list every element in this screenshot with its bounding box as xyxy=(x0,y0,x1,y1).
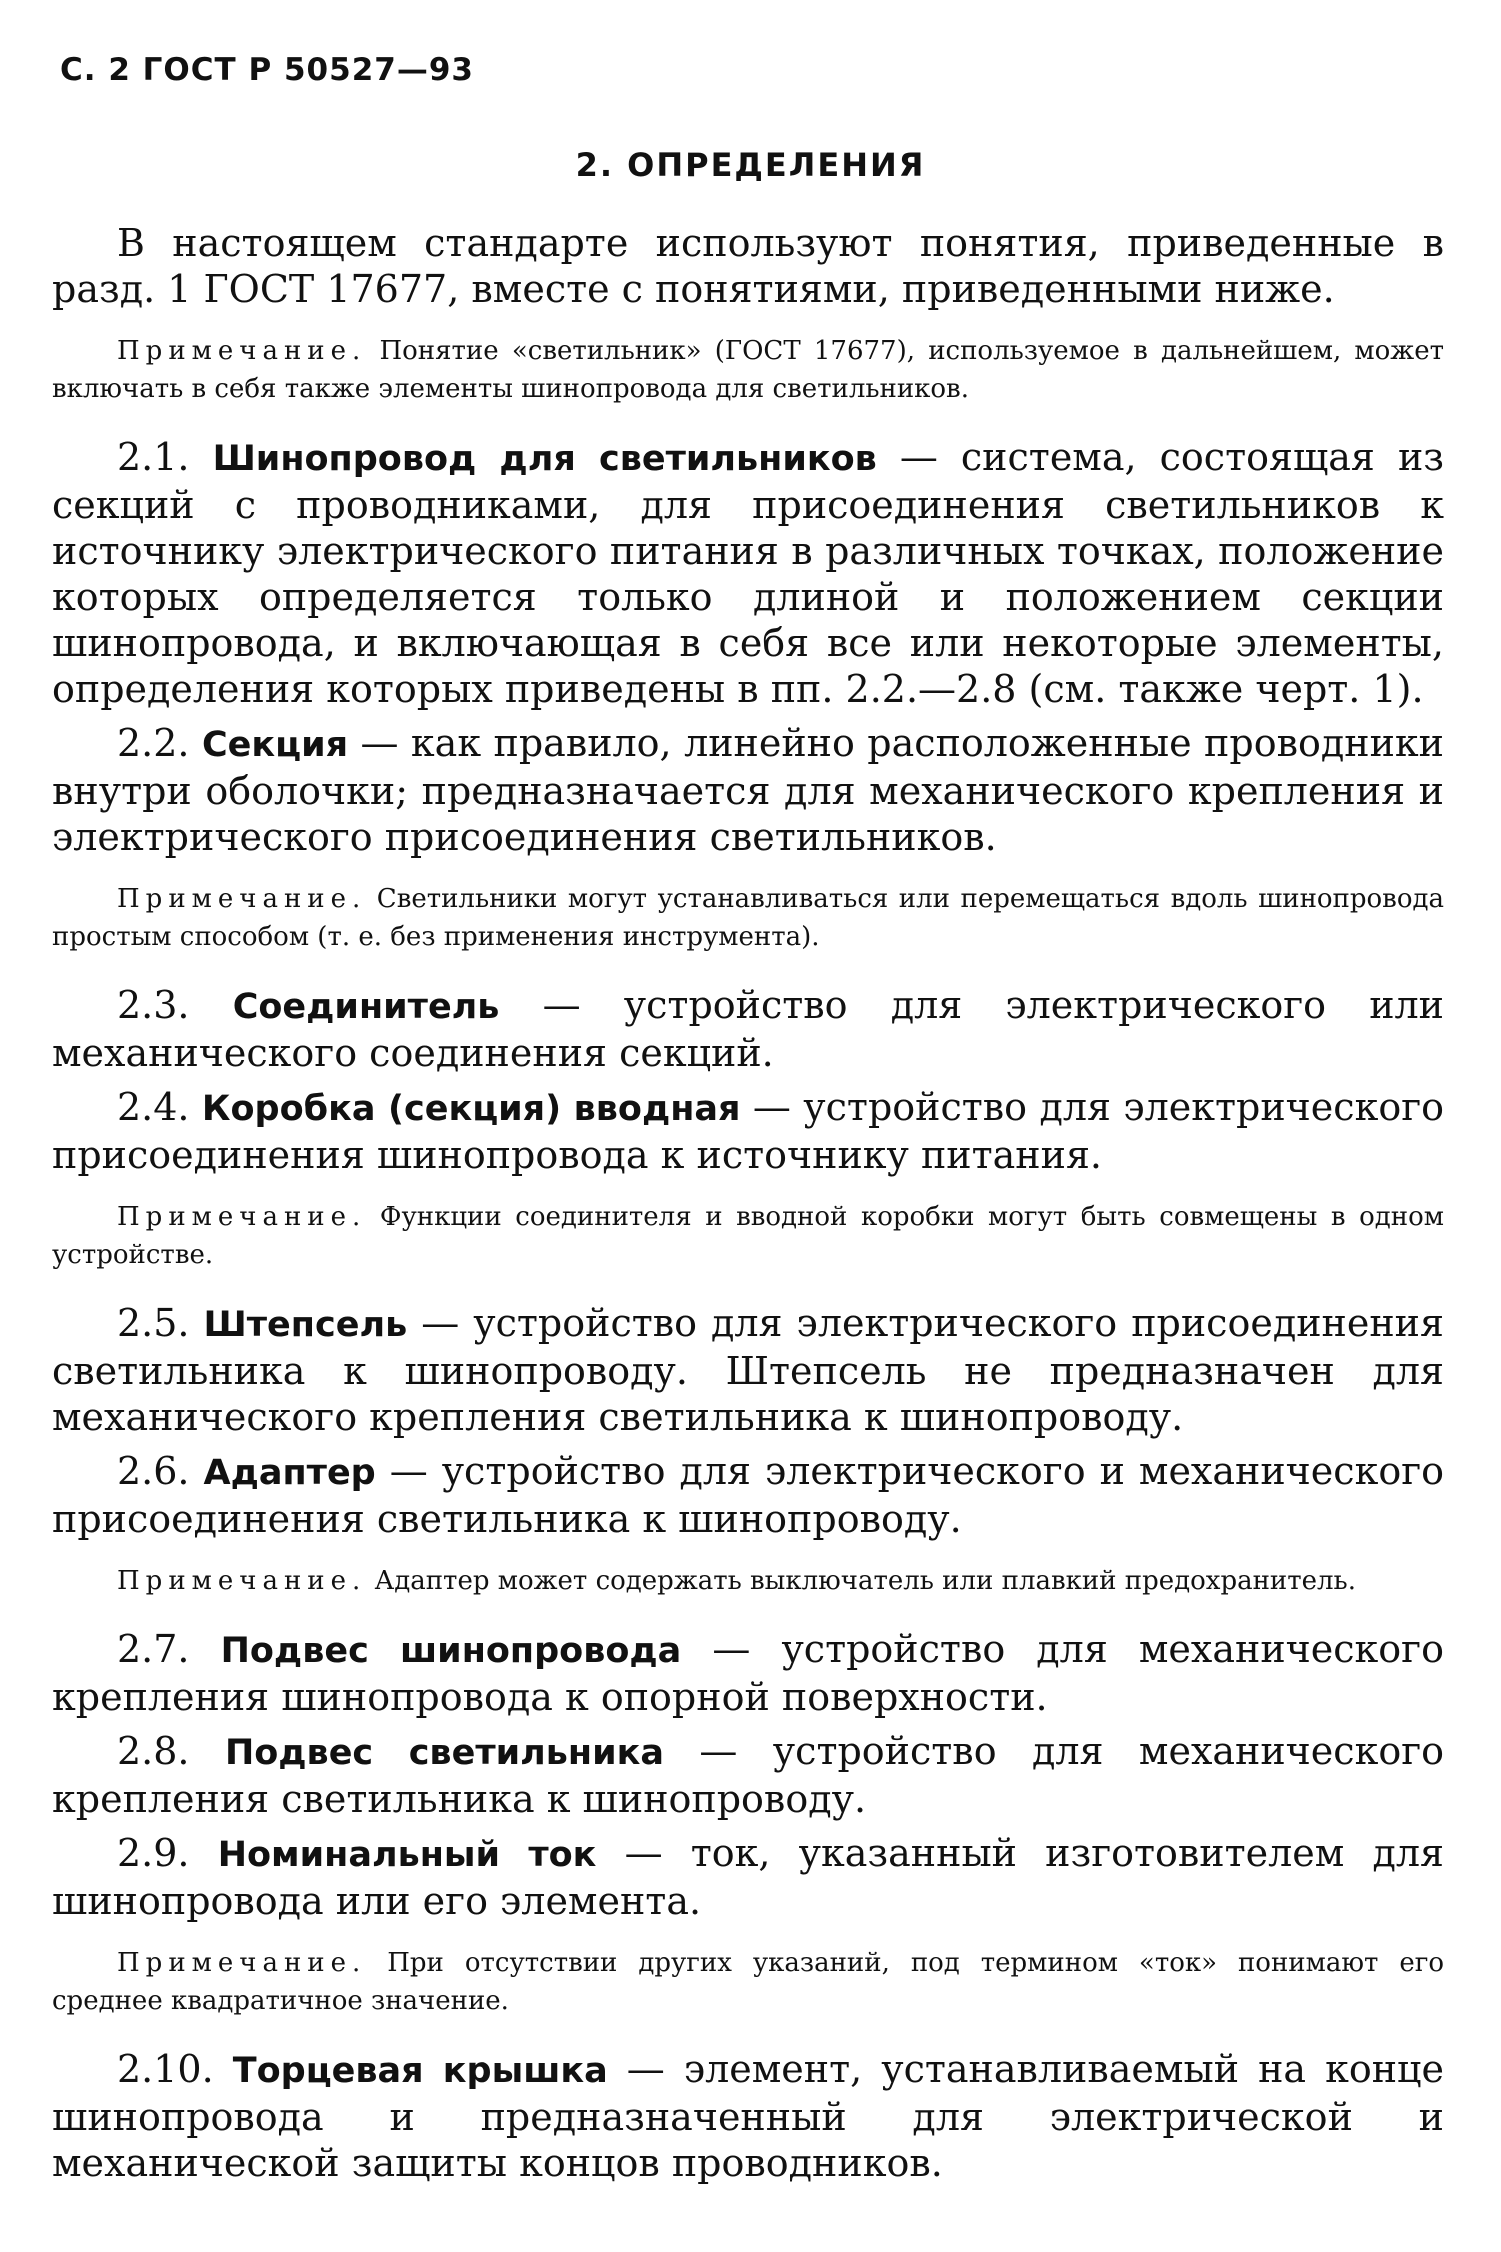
note-text: При отсутствии других указаний, под термином «ток» понимают его среднее квадратичное значение. xyxy=(52,1948,1444,2016)
note-label: Примечание. xyxy=(117,1948,367,1978)
definition-number: 2.6. xyxy=(117,1449,190,1493)
definition-text: — устройство для электрического присоединения шинопровода к источнику питания. xyxy=(52,1085,1444,1177)
note-6 xyxy=(52,1562,1444,1600)
definition-text: — как правило, линейно расположенные проводники внутри оболочки; предназначается для механического крепления и электрического присоединения светильников. xyxy=(52,721,1444,859)
definition-2-10 xyxy=(52,2046,1444,2186)
definition-term: Номинальный ток xyxy=(217,1835,597,1875)
section-title: 2. ОПРЕДЕЛЕНИЯ xyxy=(575,146,926,184)
note-4 xyxy=(52,1198,1444,1274)
definition-number: 2.8. xyxy=(117,1729,190,1773)
note-0 xyxy=(52,332,1444,408)
definition-term: Секция xyxy=(201,725,349,765)
definition-term: Коробка (секция) вводная xyxy=(201,1089,741,1129)
definition-number: 2.2. xyxy=(117,721,190,765)
definition-number: 2.9. xyxy=(117,1831,190,1875)
note-text: Понятие «светильник» (ГОСТ 17677), используемое в дальнейшем, может включать в себя также элементы шинопровода для светильников. xyxy=(52,336,1444,404)
note-text: Функции соединителя и вводной коробки могут быть совмещены в одном устройстве. xyxy=(52,1202,1445,1270)
definition-term: Соединитель xyxy=(232,987,500,1027)
definition-number: 2.7. xyxy=(117,1627,190,1671)
intro-paragraph: В настоящем стандарте используют понятия, приведенные в разд. 1 ГОСТ 17677, вместе с понятиями, приведенными ниже. xyxy=(52,221,1444,311)
definition-2-6 xyxy=(52,1448,1444,1542)
definition-number: 2.3. xyxy=(117,983,190,1027)
definition-2-1 xyxy=(52,434,1444,712)
definition-number: 2.10. xyxy=(117,2047,214,2091)
definition-text: — устройство для механического крепления светильника к шинопроводу. xyxy=(52,1729,1444,1821)
running-head: С. 2 ГОСТ Р 50527—93 xyxy=(60,52,474,88)
definition-text: — ток, указанный изготовителем для шинопровода или его элемента. xyxy=(52,1831,1444,1923)
definition-term: Адаптер xyxy=(203,1453,376,1493)
note-9 xyxy=(52,1944,1444,2020)
definition-number: 2.5. xyxy=(117,1301,190,1345)
definition-number: 2.4. xyxy=(117,1085,190,1129)
note-text: Светильники могут устанавливаться или перемещаться вдоль шинопровода простым способом (т. е. без применения инструмента). xyxy=(52,884,1444,952)
definition-term: Торцевая крышка xyxy=(232,2051,608,2091)
definition-2-9 xyxy=(52,1830,1444,1924)
note-2 xyxy=(52,880,1444,956)
definition-2-8 xyxy=(52,1728,1444,1822)
definition-term: Подвес светильника xyxy=(224,1733,664,1773)
document-body xyxy=(52,220,1444,2194)
definition-text: — устройство для электрического или механического соединения секций. xyxy=(52,983,1444,1075)
note-label: Примечание. xyxy=(117,1566,367,1596)
definition-2-4 xyxy=(52,1084,1444,1178)
definition-term: Шинопровод для светильников xyxy=(212,439,877,479)
definition-text: — устройство для электрического присоединения светильника к шинопроводу. Штепсель не предназначен для механического крепления светильника к шинопроводу. xyxy=(52,1301,1444,1439)
definition-term: Штепсель xyxy=(203,1305,408,1345)
note-label: Примечание. xyxy=(117,336,367,366)
definition-text: — устройство для механического крепления шинопровода к опорной поверхности. xyxy=(52,1627,1444,1719)
definition-text: — система, состоящая из секций с проводниками, для присоединения светильников к источнику электрического питания в различных точках, положение которых определяется только длиной и положением секции шинопровода, и включающая в себя все или некоторые элементы, определения которых приведены в пп. 2.2.—2.8 (см. также черт. 1). xyxy=(52,435,1444,711)
definition-term: Подвес шинопровода xyxy=(220,1631,682,1671)
definition-2-3 xyxy=(52,982,1444,1076)
note-label: Примечание. xyxy=(117,1202,367,1232)
definition-text: — устройство для электрического и механического присоединения светильника к шинопроводу. xyxy=(52,1449,1444,1541)
definition-2-5 xyxy=(52,1300,1444,1440)
definition-text: — элемент, устанавливаемый на конце шинопровода и предназначенный для электрической и механической защиты концов проводников. xyxy=(52,2047,1444,2185)
definition-2-7 xyxy=(52,1626,1444,1720)
definition-number: 2.1. xyxy=(117,435,190,479)
note-text: Адаптер может содержать выключатель или плавкий предохранитель. xyxy=(374,1566,1356,1596)
definition-2-2 xyxy=(52,720,1444,860)
note-label: Примечание. xyxy=(117,884,367,914)
